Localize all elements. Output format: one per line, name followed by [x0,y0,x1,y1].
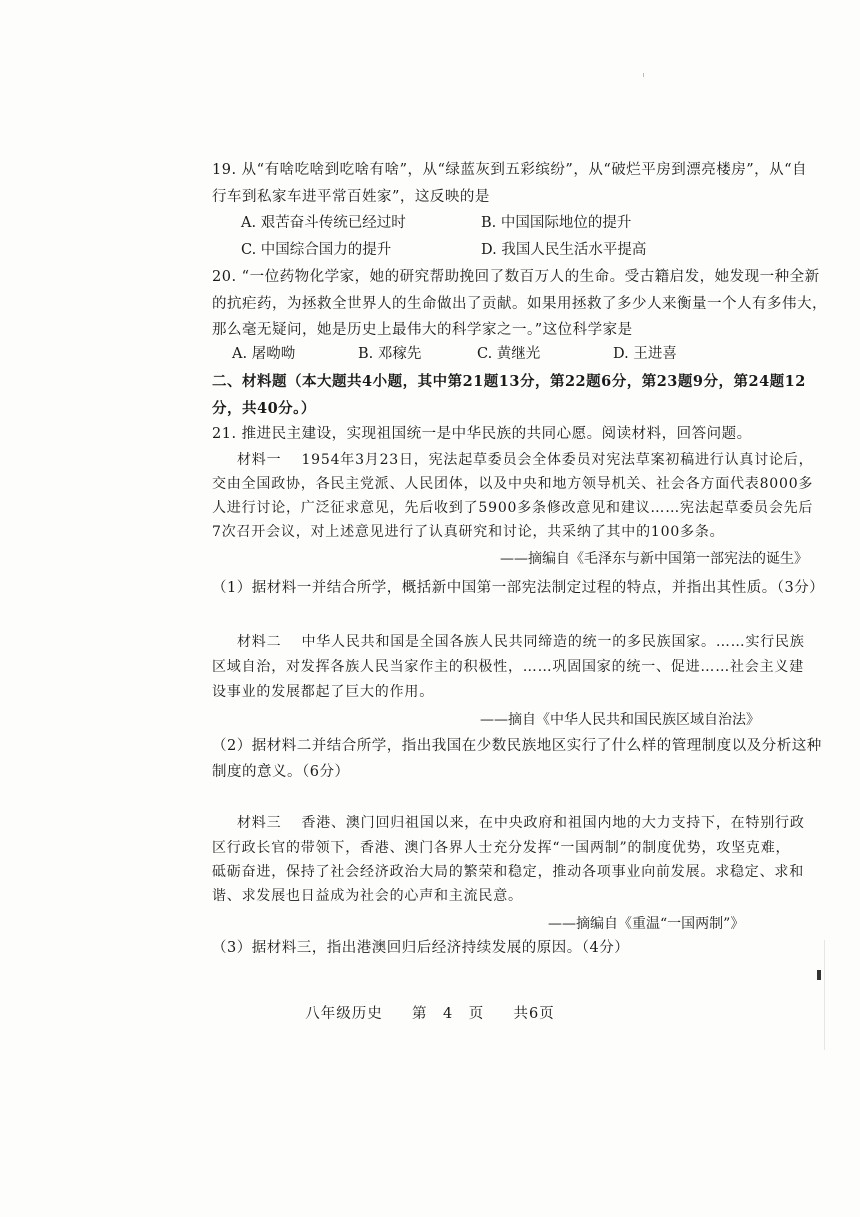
q21-material1-line4: 7次召开会议，对上述意见进行了认真研究和讨论，共采纳了其中的100多条。 [212,524,725,540]
q20-stem-line1: 20. “一位药物化学家，她的研究帮助挽回了数百万人的生命。受古籍启发，她发现一种全新 [212,269,820,285]
q21-subquestion2-line1: （2）据材料二并结合所学，指出我国在少数民族地区实行了什么样的管理制度以及分析这种 [212,738,822,754]
q20-option-b: B. 邓稼先 [358,346,422,362]
q21-material1-source: ——摘编自《毛泽东与新中国第一部宪法的诞生》 [500,551,808,567]
q21-subquestion2-line2: 制度的意义。（6分） [212,764,350,780]
footer-subject: 八年级历史 [305,1006,383,1022]
q21-material1-line2: 交由全国政协，各民主党派、人民团体，以及中央和地方领导机关、社会各方面代表8000多 [212,476,814,492]
q20-option-a: A. 屠呦呦 [232,346,296,362]
q21-subquestion3: （3）据材料三，指出港澳回归后经济持续发展的原因。（4分） [212,940,630,956]
q20-option-c: C. 黄继光 [477,346,541,362]
q21-subquestion1: （1）据材料一并结合所学，概括新中国第一部宪法制定过程的特点，并指出其性质。（3分） [212,580,825,596]
q19-option-d: D. 我国人民生活水平提高 [481,242,647,258]
q19-stem-line2: 行车到私家车进平常百姓家”，这反映的是 [212,189,490,205]
page-footer [0,1002,860,1023]
q21-material2-line2: 区域自治，对发挥各族人民当家作主的积极性，……巩固国家的统一、促进……社会主义建 [212,659,804,675]
q19-option-c: C. 中国综合国力的提升 [241,242,392,258]
scan-speck [643,73,644,77]
q20-stem-line3: 那么毫无疑问，她是历史上最伟大的科学家之一。”这位科学家是 [212,322,633,338]
q19-stem-line1: 19. 从“有啥吃啥到吃啥有啥”，从“绿蓝灰到五彩缤纷”，从“破烂平房到漂亮楼房”，从“自 [212,162,808,178]
q20-stem-line2: 的抗疟药，为拯救全世界人的生命做出了贡献。如果用拯救了多少人来衡量一个人有多伟大， [212,296,827,312]
scan-edge-line [824,940,825,1050]
q21-material3-source: ——摘编自《重温“一国两制”》 [548,916,745,932]
q19-option-b: B. 中国国际地位的提升 [481,215,632,231]
q19-option-a: A. 艰苦奋斗传统已经过时 [241,215,406,231]
footer-page-number: 第 4 页 [412,1006,485,1022]
q21-material2-source: ——摘自《中华人民共和国民族区域自治法》 [480,712,760,728]
footer-total-pages: 共6页 [513,1006,555,1022]
q21-material1-line1: 材料一 1954年3月23日，宪法起草委员会全体委员对宪法草案初稿进行认真讨论后， [237,452,814,468]
q21-material1-line3: 人进行讨论，广泛征求意见，先后收到了5900多条修改意见和建议……宪法起草委员会先后 [212,500,814,516]
q21-material3-line2: 区行政长官的带领下，香港、澳门各界人士充分发挥“一国两制”的制度优势，攻坚克难， [212,840,791,856]
q21-stem: 21. 推进民主建设，实现祖国统一是中华民族的共同心愿。阅读材料，回答问题。 [212,426,752,442]
q21-material3-line3: 砥砺奋进，保持了社会经济政治大局的繁荣和稳定，推动各项事业向前发展。求稳定、求和 [212,864,804,880]
section2-heading-line1: 二、材料题（本大题共4小题，其中第21题13分，第22题6分，第23题9分，第24题12 [212,373,806,390]
q21-material2-line3: 设事业的发展都起了巨大的作用。 [212,684,434,700]
q21-material3-line4: 谐、求发展也日益成为社会的心声和主流民意。 [212,888,523,904]
section2-heading-line2: 分，共40分。） [212,400,316,417]
q21-material2-line1: 材料二 中华人民共和国是全国各族人民共同缔造的统一的多民族国家。……实行民族 [237,634,805,650]
q21-material3-line1: 材料三 香港、澳门回归祖国以来，在中央政府和祖国内地的大力支持下，在特别行政 [237,815,805,831]
scan-edge-mark [817,970,821,980]
q20-option-d: D. 王进喜 [613,346,677,362]
